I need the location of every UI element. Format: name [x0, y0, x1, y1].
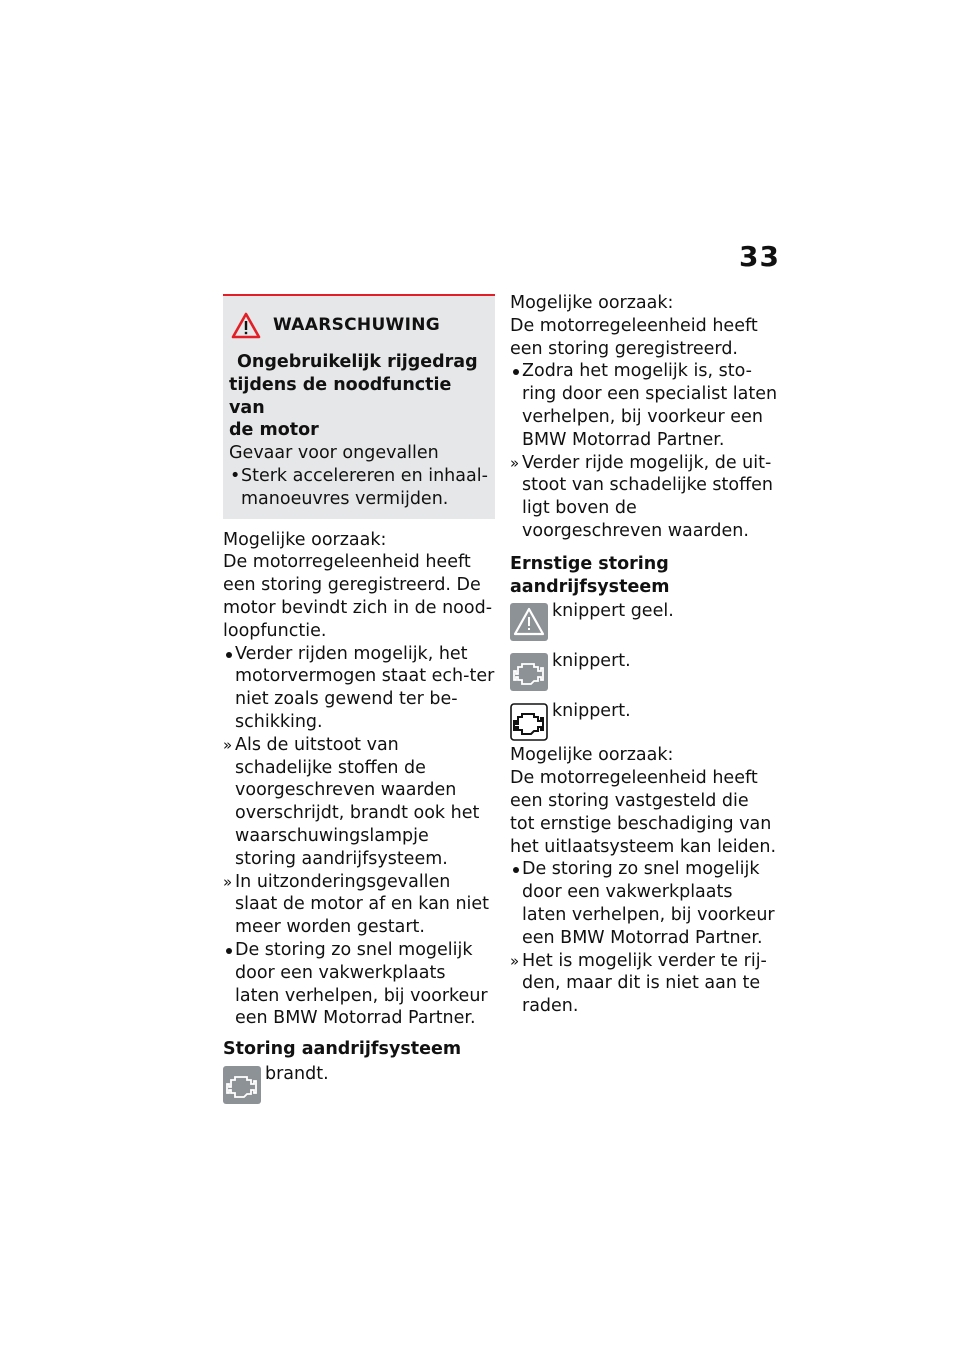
- section-title-ernstig-2: aandrijfsysteem: [510, 576, 670, 597]
- warning-subtitle-3: de motor: [229, 420, 319, 441]
- section-title-storing: Storing aandrijfsysteem: [223, 1039, 462, 1060]
- lamp-state: knippert.: [552, 701, 631, 722]
- left-column: [223, 294, 495, 1107]
- cause-text: De motorregeleenheid heeft een storing vastgesteld die tot ernstige beschadiging van het uitlaatsysteem kan leiden.: [510, 768, 777, 857]
- cause-text: De motorregeleenheid heeft een storing geregistreerd.: [510, 315, 758, 359]
- list-item: Verder rijden mogelijk, het motorvermogen staat ech-ter niet zoals gewend ter be-schikking.: [223, 643, 495, 734]
- result-item: » Verder rijde mogelijk, de uit-stoot van schadelijke stoffen ligt boven de voorgeschreven waarden.: [510, 452, 778, 543]
- engine-check-icon: [510, 653, 548, 691]
- lamp-row: [223, 1063, 495, 1107]
- page-number: 33: [739, 240, 780, 273]
- cause-text: De motorregeleenheid heeft een storing geregistreerd. De motor bevindt zich in de nood-loopfunctie.: [223, 552, 493, 641]
- warning-box: [223, 294, 495, 519]
- cause-label: Mogelijke oorzaak:: [510, 293, 674, 313]
- warning-triangle-lamp-icon: [510, 603, 548, 641]
- lamp-state: knippert.: [552, 651, 631, 672]
- engine-check-icon: [223, 1066, 261, 1104]
- warning-header: [229, 312, 489, 339]
- cause-label: Mogelijke oorzaak:: [223, 529, 387, 550]
- section-title-ernstig: Ernstige storing: [510, 553, 669, 574]
- list-item: De storing zo snel mogelijk door een vakwerkplaats laten verhelpen, bij voorkeur een BMW Motorrad Partner.: [510, 858, 778, 949]
- warning-danger: Gevaar voor ongevallen: [229, 443, 439, 464]
- lamp-row: [510, 600, 778, 644]
- warning-title: WAARSCHUWING: [273, 315, 441, 336]
- warning-subtitle: Ongebruikelijk rijgedrag: [237, 352, 478, 372]
- lamp-state: knippert geel.: [552, 601, 674, 622]
- result-item: » In uitzonderingsgevallen slaat de motor af en kan niet meer worden gestart.: [223, 871, 495, 939]
- engine-outline-icon: [510, 703, 548, 741]
- lamp-row: [510, 700, 778, 744]
- cause-label: Mogelijke oorzaak:: [510, 745, 674, 766]
- warning-triangle-icon: [231, 312, 261, 339]
- right-column: [510, 292, 778, 1018]
- list-item: De storing zo snel mogelijk door een vakwerkplaats laten verhelpen, bij voorkeur een BMW Motorrad Partner.: [223, 939, 495, 1030]
- lamp-state: brandt.: [265, 1063, 329, 1084]
- list-item: Zodra het mogelijk is, sto-ring door een specialist laten verhelpen, bij voorkeur een BMW Motorrad Partner.: [510, 360, 778, 451]
- warning-subtitle-2: tijdens de noodfunctie van: [229, 374, 452, 418]
- warning-bullet: • Sterk accelereren en inhaal-manoeuvres vermijden.: [229, 465, 489, 511]
- lamp-row: [510, 650, 778, 694]
- result-item: » Als de uitstoot van schadelijke stoffen de voorgeschreven waarden overschrijdt, brandt ook het waarschuwingslampje storing aandrijfsysteem.: [223, 734, 495, 871]
- result-item: » Het is mogelijk verder te rij-den, maar dit is niet aan te raden.: [510, 950, 778, 1018]
